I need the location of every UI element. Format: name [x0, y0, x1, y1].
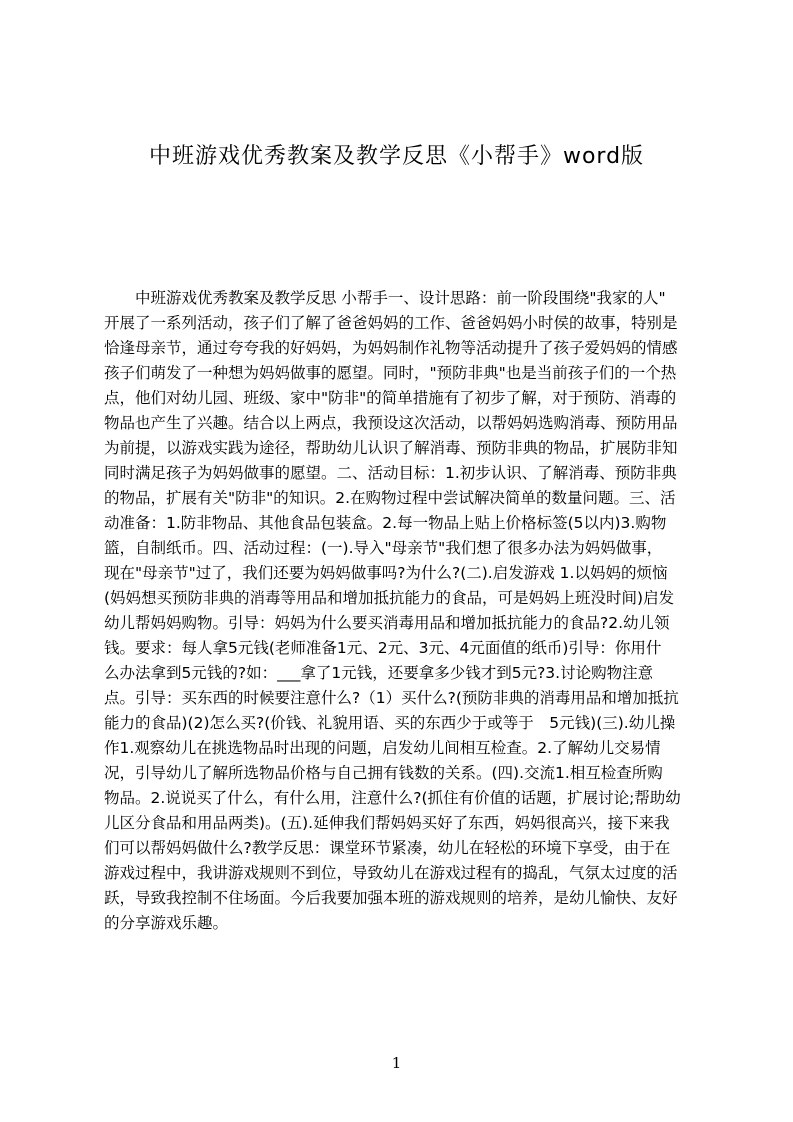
body-text-line	[104, 536, 698, 561]
body-text-line-content: 中班游戏优秀教案及教学反思 小帮手一、设计思路：前一阶段围绕"我家的人"	[104, 289, 666, 307]
body-text-line-content: 动准备：1.防非物品、其他食品包装盒。2.每一物品上贴上价格标签(5以内)3.购物	[104, 514, 667, 532]
body-text-line-content: 儿区分食品和用品两类)。(五).延伸我们帮妈妈买好了东西，妈妈很高兴，接下来我	[104, 814, 670, 832]
body-text-line	[104, 711, 698, 736]
body-text-line	[104, 636, 698, 661]
body-text-line-content: 点，他们对幼儿园、班级、家中"防非"的简单措施有了初步了解，对于预防、消毒的	[104, 389, 677, 407]
body-text-line-content: 开展了一系列活动，孩子们了解了爸爸妈妈的工作、爸爸妈妈小时侯的故事，特别是	[104, 314, 678, 332]
body-text-line-content: 能力的食品)(2)怎么买?(价钱、礼貌用语、买的东西少于或等于 5元钱)(三).幼儿操	[104, 714, 676, 732]
body-text-line-content: 同时满足孩子为妈妈做事的愿望。二、活动目标：1.初步认识、了解消毒、预防非典	[104, 464, 677, 482]
body-text-line-content: 现在"母亲节"过了，我们还要为妈妈做事吗?为什么?(二).启发游戏 1.以妈妈的烦恼	[104, 564, 668, 582]
body-text-line-content: 幼儿帮妈妈购物。引导：妈妈为什么要买消毒用品和增加抵抗能力的食品?2.幼儿领	[104, 614, 670, 632]
body-text-line	[104, 611, 698, 636]
body-text-line-content: 况，引导幼儿了解所选物品价格与自己拥有钱数的关系。(四).交流1.相互检查所购	[104, 764, 663, 782]
body-text-line	[104, 511, 698, 536]
body-text-line	[104, 336, 698, 361]
document-title: 中班游戏优秀教案及教学反思《小帮手》word版	[148, 144, 645, 169]
body-text-line-content: 孩子们萌发了一种想为妈妈做事的愿望。同时，"预防非典"也是当前孩子们的一个热	[104, 364, 677, 382]
body-text-line-content: 物品。2.说说买了什么，有什么用，注意什么?(抓住有价值的话题，扩展讨论;帮助幼	[104, 789, 681, 807]
body-text-line	[104, 911, 698, 936]
body-text-line-content: 的物品，扩展有关"防非"的知识。2.在购物过程中尝试解决简单的数量问题。三、活	[104, 489, 676, 507]
body-text-line-content: 钱。要求：每人拿5元钱(老师准备1元、2元、3元、4元面值的纸币)引导：你用什	[104, 639, 662, 657]
body-text-line-content: 篮，自制纸币。四、活动过程：(一).导入"母亲节"我们想了很多办法为妈妈做事，	[104, 539, 663, 557]
body-text-line	[104, 586, 698, 611]
body-text-line-content: 游戏过程中，我讲游戏规则不到位，导致幼儿在游戏过程有的捣乱，气氛太过度的活	[104, 864, 678, 882]
body-text-line-content: 作1.观察幼儿在挑选物品时出现的问题，启发幼儿间相互检查。2.了解幼儿交易情	[104, 739, 661, 757]
body-text-line-content: 的分享游戏乐趣。	[104, 914, 229, 932]
body-text-line	[104, 886, 698, 911]
body-text-line	[104, 361, 698, 386]
body-text-line-content: 跃，导致我控制不住场面。今后我要加强本班的游戏规则的培养，是幼儿愉快、友好	[104, 889, 678, 907]
page-number: 1	[391, 1054, 402, 1072]
body-text-line	[104, 461, 698, 486]
body-text-line	[104, 836, 698, 861]
body-text-line	[104, 736, 698, 761]
document-body	[104, 286, 698, 936]
body-text-line-content: (妈妈想买预防非典的消毒等用品和增加抵抗能力的食品，可是妈妈上班没时间)启发	[104, 589, 675, 607]
body-text-line	[104, 411, 698, 436]
body-text-line	[104, 661, 698, 686]
body-text-line-content: 物品也产生了兴趣。结合以上两点，我预设这次活动，以帮妈妈选购消毒、预防用品	[104, 414, 678, 432]
body-text-line	[104, 686, 698, 711]
body-text-line	[104, 436, 698, 461]
body-text-line	[104, 761, 698, 786]
body-text-line	[104, 861, 698, 886]
body-text-line	[104, 786, 698, 811]
body-text-line-content: 恰逢母亲节，通过夸夸我的好妈妈，为妈妈制作礼物等活动提升了孩子爱妈妈的情感	[104, 339, 678, 357]
body-text-line	[104, 386, 698, 411]
body-text-line-content: 么办法拿到5元钱的?如：___拿了1元钱，还要拿多少钱才到5元?3.讨论购物注意	[104, 664, 654, 682]
body-text-line	[104, 561, 698, 586]
body-text-line	[104, 811, 698, 836]
body-text-line-content: 点。引导：买东西的时候要注意什么?（1）买什么?(预防非典的消毒用品和增加抵抗	[104, 689, 679, 707]
body-text-line-content: 为前提，以游戏实践为途径，帮助幼儿认识了解消毒、预防非典的物品，扩展防非知	[104, 439, 678, 457]
body-text-line	[104, 311, 698, 336]
body-text-line-content: 们可以帮妈妈做什么?教学反思：课堂环节紧凑，幼儿在轻松的环境下享受，由于在	[104, 839, 671, 857]
body-text-line	[104, 286, 698, 311]
body-text-line	[104, 486, 698, 511]
